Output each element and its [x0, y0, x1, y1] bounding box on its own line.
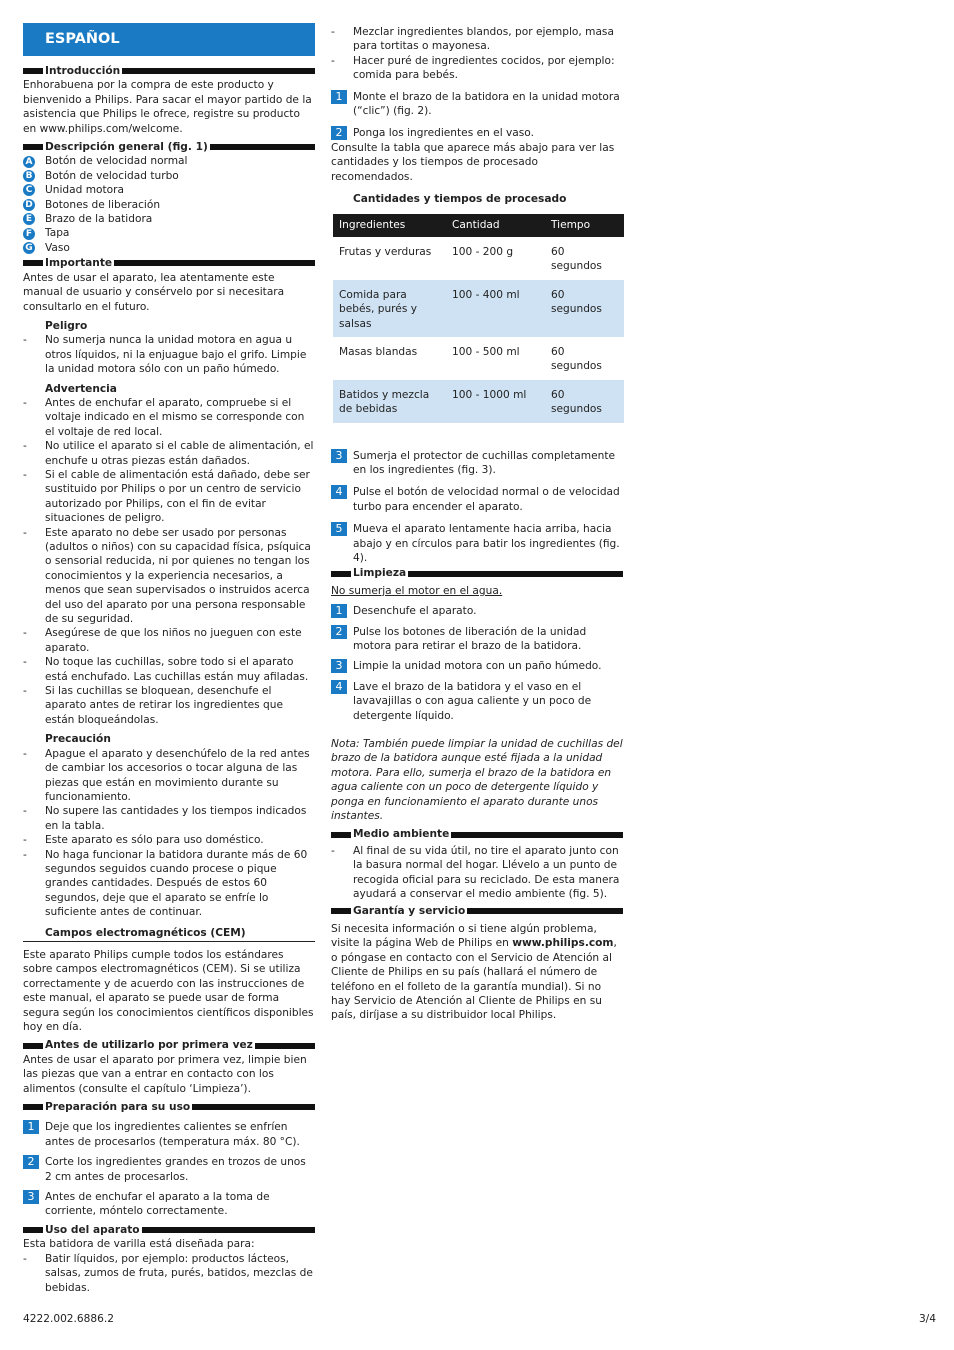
table-row: [333, 237, 624, 280]
letter-badge-icon: C: [23, 184, 35, 196]
list-item: - Asegúrese de que los niños no jueguen con este aparato.: [23, 627, 302, 654]
table-cell: 60 segundos: [545, 280, 624, 337]
list-item: - Mezclar ingredientes blandos, por ejemplo, masa para tortitas o mayonesa.: [331, 26, 614, 53]
step-item: 1 Deje que los ingredientes calientes se enfríen antes de procesarlos (temperatura máx. 80 °C).: [23, 1120, 315, 1149]
parts-legend: [23, 154, 315, 255]
emf-heading: Campos electromagnéticos (CEM): [23, 926, 315, 942]
list-item: - Hacer puré de ingredientes cocidos, por ejemplo: comida para bebés.: [331, 54, 615, 82]
legend-item: E Brazo de la batidora: [23, 212, 315, 226]
first-use-text: Antes de usar el aparato por primera vez, limpie bien las piezas que van a entrar en contacto con los alimentos (consulte el capítulo ‘Limpieza’).: [23, 1053, 307, 1095]
list-item: - Batir líquidos, por ejemplo: productos lácteos, salsas, zumos de fruta, purés, batidos, mezclas de bebidas.: [23, 1252, 313, 1294]
step-item: 4 Pulse el botón de velocidad normal o de velocidad turbo para encender el aparato.: [331, 485, 623, 514]
table-cell: Frutas y verduras: [339, 245, 432, 258]
step-number: 4: [331, 680, 347, 694]
table-row: [333, 380, 624, 423]
step-number: 3: [23, 1190, 39, 1204]
usage-intro: Esta batidora de varilla está diseñada para:: [23, 1238, 255, 1251]
step-item: 2 Pulse los botones de liberación de la unidad motora para retirar el brazo de la batidora.: [331, 625, 623, 654]
table-title: Cantidades y tiempos de procesado: [353, 193, 567, 206]
step-number: 2: [331, 625, 347, 639]
list-item: - No supere las cantidades y los tiempos indicados en la tabla.: [23, 805, 307, 832]
letter-badge-icon: A: [23, 156, 35, 168]
step-number: 1: [331, 604, 347, 618]
step-number: 2: [23, 1155, 39, 1169]
intro-text: Enhorabuena por la compra de este producto y bienvenido a Philips. Para sacar el mayor partido de la asistencia que Philips le ofrece, registre su producto en www.philips.com/welcome.: [23, 79, 312, 135]
table-cell: 100 - 200 g: [452, 245, 514, 258]
list-item: - Este aparato es sólo para uso doméstico.: [23, 834, 264, 847]
step-item: 1 Monte el brazo de la batidora en la unidad motora (“clic”) (fig. 2).: [331, 90, 623, 119]
table-cell: 60 segundos: [551, 245, 602, 273]
list-item: - Apague el aparato y desenchúfelo de la red antes de cambiar los accesorios o tocar alguna de las piezas que están en movimiento durante su funcionamiento.: [23, 747, 310, 803]
table-cell: 60 segundos: [551, 345, 602, 373]
list-item: - Si las cuchillas se bloquean, desenchufe el aparato antes de retirar los ingredientes que están bloqueándolas.: [23, 685, 283, 726]
cleaning-note: Nota: También puede limpiar la unidad de cuchillas del brazo de la batidora aunque esté fijada a la unidad motora. Para ello, sumerja el brazo de la batidora en agua caliente con un poco de detergente líquido y ponga en funcionamiento el aparato durante unos instantes.: [331, 738, 623, 823]
table-cell: 100 - 1000 ml: [446, 380, 545, 423]
legend-item: A Botón de velocidad normal: [23, 154, 315, 168]
letter-badge-icon: D: [23, 199, 35, 211]
table-cell: Masas blandas: [339, 345, 418, 358]
right-column: [331, 25, 623, 1027]
legend-item: G Vaso: [23, 241, 315, 255]
caution-title: Precaución: [45, 733, 111, 746]
warranty-text: Si necesita información o si tiene algún problema, visite la página Web de Philips en www.philips.com, o póngase en contacto con el Servicio de Atención al Cliente de Philips en su país (hallará el número de teléfono en el folleto de la garantía mundial). Si no hay Servicio de Atención al Cliente de Philips en su país, diríjase a su distribuidor local Philips.: [331, 922, 617, 1022]
left-column: [23, 23, 315, 1295]
table-header-row: [333, 214, 624, 236]
section-heading-usage: Uso del aparato: [23, 1223, 315, 1237]
quantities-table: [333, 214, 624, 422]
list-item: - No sumerja nunca la unidad motora en agua u otros líquidos, ni la enjuague bajo el grifo. Limpie la unidad motora sólo con un paño húmedo.: [23, 334, 307, 376]
list-item: - Al final de su vida útil, no tire el aparato junto con la basura normal del hogar. Llévelo a un punto de recogida oficial para su reciclado. De esta manera ayudará a conservar el medio ambiente (fig. 5).: [331, 844, 620, 901]
section-heading-warranty: Garantía y servicio: [331, 904, 623, 918]
step-item: 4 Lave el brazo de la batidora y el vaso en el lavavajillas o con agua caliente y un poco de detergente líquido.: [331, 680, 623, 723]
table-header-cell: Ingredientes: [333, 214, 446, 236]
table-row: [333, 280, 624, 337]
section-heading-preparation: Preparación para su uso: [23, 1100, 315, 1114]
step-number: 2: [331, 126, 347, 140]
legend-item: F Tapa: [23, 226, 315, 240]
list-item: - No toque las cuchillas, sobre todo si el aparato está enchufado. Las cuchillas están muy afiladas.: [23, 656, 309, 683]
letter-badge-icon: B: [23, 170, 35, 182]
table-cell: 100 - 500 ml: [452, 345, 520, 358]
table-cell: 60 segundos: [545, 380, 624, 423]
legend-item: C Unidad motora: [23, 183, 315, 197]
table-header-cell: Tiempo: [545, 214, 624, 236]
list-item: - No utilice el aparato si el cable de alimentación, el enchufe u otras piezas están dañados.: [23, 440, 314, 467]
section-heading-description: Descripción general (fig. 1): [23, 140, 315, 154]
danger-title: Peligro: [45, 319, 88, 332]
step-item: 5 Mueva el aparato lentamente hacia arriba, hacia abajo y en círculos para batir los ingredientes (fig. 4).: [331, 522, 623, 565]
step-item: 2 Ponga los ingredientes en el vaso.: [331, 126, 623, 140]
step-number: 5: [331, 522, 347, 536]
list-item: - Si el cable de alimentación está dañado, debe ser sustituido por Philips o por un centro de servicio autorizado por Philips, con el fin de evitar situaciones de peligro.: [23, 468, 310, 525]
page-number: 3/4: [918, 1313, 936, 1325]
legend-item: B Botón de velocidad turbo: [23, 169, 315, 183]
step-item: 3 Antes de enchufar el aparato a la toma de corriente, móntelo correctamente.: [23, 1190, 315, 1219]
letter-badge-icon: E: [23, 213, 35, 225]
table-cell: Batidos y mezcla de bebidas: [333, 380, 446, 423]
letter-badge-icon: F: [23, 228, 35, 240]
table-row: [333, 337, 624, 380]
step-number: 4: [331, 485, 347, 499]
table-cell: 100 - 400 ml: [446, 280, 545, 337]
list-item: - No haga funcionar la batidora durante más de 60 segundos seguidos cuando procese o pique grandes cantidades. Después de estos 60 segundos, deje que el aparato se enfríe lo suficiente antes de continuar.: [23, 848, 308, 919]
step-item: 3 Limpie la unidad motora con un paño húmedo.: [331, 659, 623, 673]
step-number: 1: [331, 90, 347, 104]
philips-link[interactable]: www.philips.com: [512, 937, 614, 950]
step-number: 3: [331, 659, 347, 673]
step-item: 1 Desenchufe el aparato.: [331, 604, 623, 618]
language-title: ESPAÑOL: [23, 23, 315, 56]
section-heading-first-use: Antes de utilizarlo por primera vez: [23, 1038, 315, 1052]
warning-title: Advertencia: [45, 382, 117, 395]
list-item: - Antes de enchufar el aparato, compruebe si el voltaje indicado en el mismo se corresponde con el voltaje de red local.: [23, 396, 305, 438]
section-heading-intro: Introducción: [23, 64, 315, 78]
step-item: 3 Sumerja el protector de cuchillas completamente en los ingredientes (fig. 3).: [331, 449, 623, 478]
table-note: Consulte la tabla que aparece más abajo para ver las cantidades y los tiempos de procesado recomendados.: [331, 141, 615, 183]
cleaning-warning: No sumerja el motor en el agua.: [331, 584, 503, 597]
table-cell: Comida para bebés, purés y salsas: [333, 280, 446, 337]
emf-text: Este aparato Philips cumple todos los estándares sobre campos electromagnéticos (CEM). Si se utiliza correctamente y de acuerdo con las instrucciones de este manual, el aparato se puede usar de forma segura según los conocimientos científicos disponibles hoy en día.: [23, 948, 314, 1033]
step-item: 2 Corte los ingredientes grandes en trozos de unos 2 cm antes de procesarlos.: [23, 1155, 315, 1184]
section-heading-environment: Medio ambiente: [331, 827, 623, 841]
table-header-cell: Cantidad: [446, 214, 545, 236]
document-code: 4222.002.6886.2: [23, 1313, 114, 1325]
section-heading-cleaning: Limpieza: [331, 566, 623, 580]
list-item: - Este aparato no debe ser usado por personas (adultos o niños) con su capacidad física, psíquica o sensorial reducida, ni por quienes no tengan los conocimientos y la experiencia necesarios, a menos que sean supervisados o instruidos acerca del uso del aparato por una persona responsable de su seguridad.: [23, 526, 311, 626]
step-number: 1: [23, 1120, 39, 1134]
important-text: Antes de usar el aparato, lea atentamente este manual de usuario y consérvelo por si necesitara consultarlo en el futuro.: [23, 271, 285, 313]
letter-badge-icon: G: [23, 242, 35, 254]
legend-item: D Botones de liberación: [23, 198, 315, 212]
section-heading-important: Importante: [23, 256, 315, 270]
step-number: 3: [331, 449, 347, 463]
